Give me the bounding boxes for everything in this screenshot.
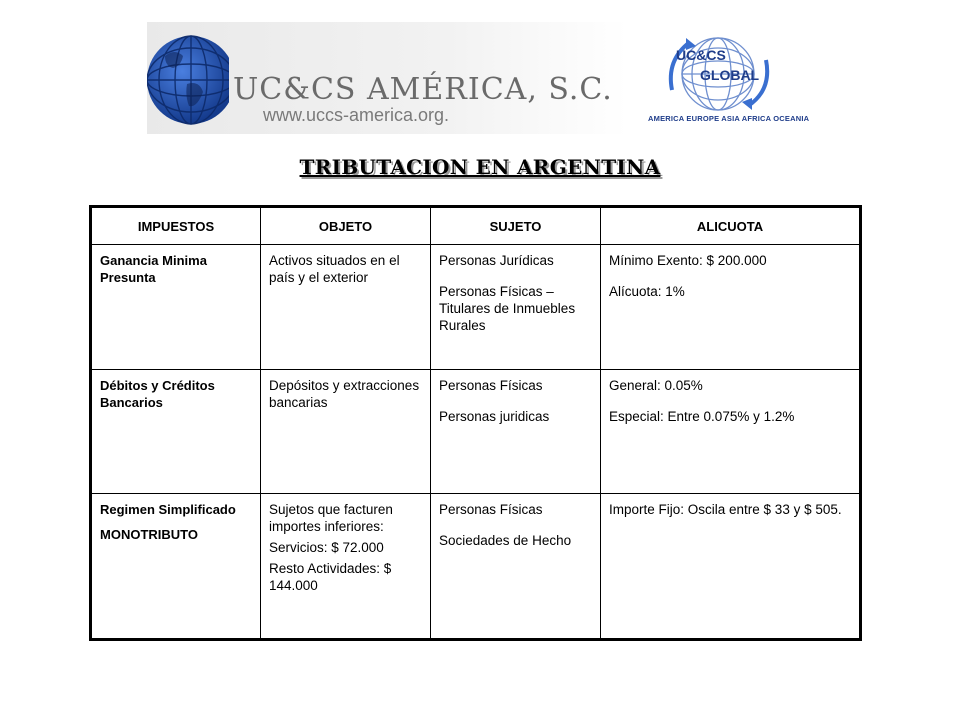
cell-text: Resto Actividades: $ 144.000 [269,561,392,593]
table-row [91,370,861,494]
cell-text: Alícuota: 1% [609,284,685,299]
brand-url: www.uccs-america.org. [263,105,450,125]
header-alicuota: ALICUOTA [601,207,861,245]
table-row [91,245,861,370]
cell-impuesto [91,494,261,640]
cell-text: Servicios: $ 72.000 [269,540,384,555]
cell-text: Personas Físicas [439,502,543,517]
logo-text-global: GLOBAL [700,67,760,83]
page-title: TRIBUTACION EN ARGENTINA [299,155,661,179]
header-impuestos: IMPUESTOS [91,207,261,245]
cell-text: Personas Físicas [439,378,543,393]
cell-alicuota [601,494,861,640]
cell-sujeto [431,245,601,370]
cell-text: Depósitos y extracciones bancarias [269,378,420,410]
cell-alicuota [601,245,861,370]
cell-text: Sujetos que facturen importes inferiores: [269,502,393,534]
cell-text: Especial: Entre 0.075% y 1.2% [609,409,795,424]
tax-table [89,205,862,641]
brand-name: UC&CS AMÉRICA, S.C. [233,72,613,107]
globe-icon [147,22,229,134]
cell-text: Personas juridicas [439,409,550,424]
cell-objeto [261,245,431,370]
cell-text: Mínimo Exento: $ 200.000 [609,253,767,268]
cell-text: Personas Jurídicas [439,253,554,268]
cell-text: General: 0.05% [609,378,703,393]
cell-text: Débitos y Créditos Bancarios [100,378,215,410]
cell-text: Sociedades de Hecho [439,533,572,548]
cell-text: Activos situados en el país y el exterior [269,253,400,285]
cell-text: Personas Físicas – Titulares de Inmuebles Rurales [439,284,576,333]
table-header-row [91,207,861,245]
table-row [91,494,861,640]
header-objeto: OBJETO [261,207,431,245]
globe-arrows-icon [640,30,800,114]
logo-regions: AMERICA EUROPE ASIA AFRICA OCEANIA [648,114,810,123]
cell-text: Regimen Simplificado [100,502,236,517]
cell-sujeto [431,494,601,640]
cell-text: Ganancia Minima Presunta [100,253,207,285]
cell-sujeto [431,370,601,494]
cell-text: MONOTRIBUTO [100,527,198,542]
logo-text-uccs: UC&CS [676,47,726,63]
cell-alicuota [601,370,861,494]
cell-impuesto [91,245,261,370]
cell-objeto [261,494,431,640]
cell-text: Importe Fijo: Oscila entre $ 33 y $ 505. [609,502,842,517]
cell-objeto [261,370,431,494]
cell-impuesto [91,370,261,494]
uccs-global-logo [640,30,810,128]
header-sujeto: SUJETO [431,207,601,245]
uccs-america-logo [147,22,627,134]
